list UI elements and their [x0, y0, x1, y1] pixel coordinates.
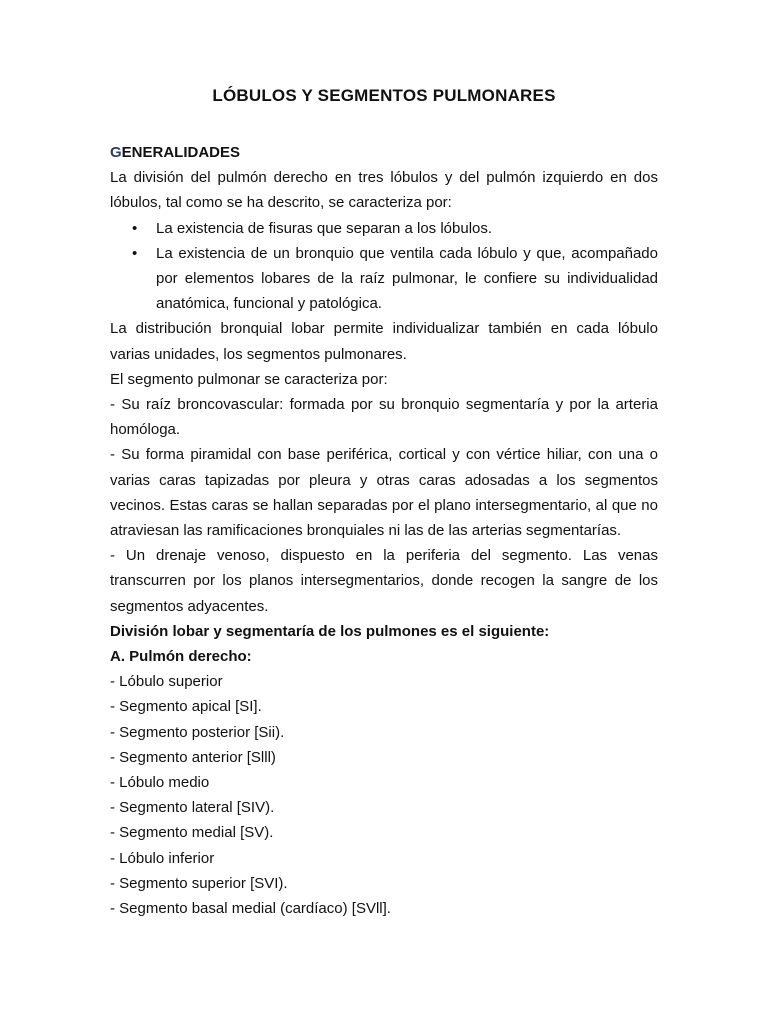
paragraph-root: - Su raíz broncovascular: formada por su bronquio segmentaría y por la arteria homóloga. [110, 396, 658, 439]
bullet-text: La existencia de un bronquio que ventila cada lóbulo y que, acompañado por elementos lobares de la raíz pulmonar, le confiere su individualidad anatómica, funcional y patológica. [156, 244, 658, 313]
right-lung-heading: A. Pulmón derecho: [110, 648, 252, 666]
lung-list-item: - Segmento medial [SV). [110, 824, 274, 842]
lung-list-item: - Segmento basal medial (cardíaco) [SVll]. [110, 900, 391, 918]
lung-list-item: - Lóbulo superior [110, 673, 223, 691]
bullet-icon: • [132, 244, 138, 262]
bullet-list [110, 216, 658, 317]
lung-list-item: - Segmento apical [SI]. [110, 698, 262, 716]
heading-rest: ENERALIDADES [121, 144, 241, 161]
bullet-item [110, 241, 658, 317]
paragraph-distribution: La distribución bronquial lobar permite individualizar también en cada lóbulo varias unidades, los segmentos pulmonares. [110, 320, 658, 363]
lung-list-item: - Lóbulo inferior [110, 849, 215, 867]
lung-list-item: - Segmento posterior [Sii). [110, 723, 285, 741]
paragraph-segment-intro: El segmento pulmonar se caracteriza por: [110, 370, 388, 388]
page-title: LÓBULOS Y SEGMENTOS PULMONARES [212, 86, 556, 105]
section-heading-generalidades [110, 140, 658, 165]
heading-initial: G [110, 144, 122, 161]
paragraph-shape: - Su forma piramidal con base periférica, cortical y con vértice hiliar, con una o varias caras tapizadas por pleura y otras caras adosadas a los segmentos vecinos. Estas caras se hallan separadas por el plano intersegmentario, al que no atraviesan las ramificaciones bronquiales ni las de las arterias segmentarías. [110, 446, 658, 540]
lung-list-item: - Segmento lateral [SIV). [110, 799, 275, 817]
paragraph-intro: La división del pulmón derecho en tres lóbulos y del pulmón izquierdo en dos lóbulos, tal como se ha descrito, se caracteriza por: [110, 169, 658, 212]
paragraph-drainage: - Un drenaje venoso, dispuesto en la periferia del segmento. Las venas transcurren por los planos intersegmentarios, donde recogen la sangre de los segmentos adyacentes. [110, 547, 658, 615]
bullet-text: La existencia de fisuras que separan a los lóbulos. [156, 219, 493, 237]
division-heading: División lobar y segmentaría de los pulmones es el siguiente: [110, 622, 550, 640]
bullet-icon: • [132, 219, 138, 237]
lung-list-item: - Segmento superior [SVI). [110, 874, 288, 892]
bullet-item [110, 216, 658, 241]
document-body [110, 140, 658, 921]
lung-list-item: - Segmento anterior [Slll) [110, 748, 276, 766]
lung-list-item: - Lóbulo medio [110, 774, 210, 792]
